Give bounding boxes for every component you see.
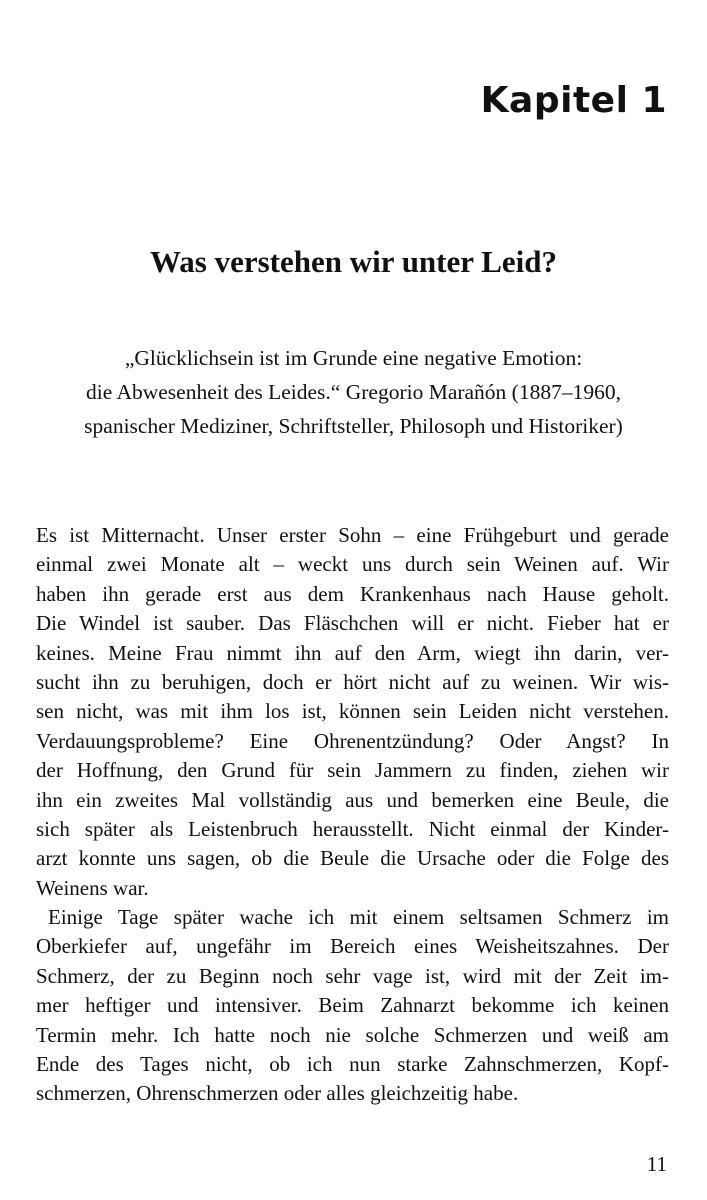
text-line: sucht ihn zu beruhigen, doch er hört nicht auf zu weinen. Wir wis- — [36, 669, 669, 694]
paragraph-2 — [36, 903, 669, 1109]
text-line: Die Windel ist sauber. Das Fläschchen will er nicht. Fieber hat er — [36, 611, 669, 636]
text-line: einmal zwei Monate alt – weckt uns durch sein Weinen auf. Wir — [36, 552, 669, 577]
text-line: Oberkiefer auf, ungefähr im Bereich eines Weisheitszahnes. Der — [36, 934, 669, 959]
text-line: keines. Meine Frau nimmt ihn auf den Arm, wiegt ihn darin, ver- — [36, 640, 669, 665]
text-line: mer heftiger und intensiver. Beim Zahnarzt bekomme ich keinen — [36, 993, 669, 1018]
page-number: 11 — [646, 1152, 667, 1176]
text-line: ihn ein zweites Mal vollständig aus und bemerken eine Beule, die — [36, 787, 669, 812]
text-line: sich später als Leistenbruch herausstellt. Nicht einmal der Kinder- — [36, 816, 669, 841]
text-line: Termin mehr. Ich hatte noch nie solche Schmerzen und weiß am — [36, 1022, 669, 1047]
epigraph-line: die Abwesenheit des Leides.“ Gregorio Marañón (1887–1960, — [86, 380, 621, 404]
epigraph — [0, 341, 707, 443]
text-line: arzt konnte uns sagen, ob die Beule die Ursache oder die Folge des — [36, 846, 669, 871]
body-text — [36, 521, 669, 1109]
text-line: sen nicht, was mit ihm los ist, können sein Leiden nicht verstehen. — [36, 699, 669, 724]
text-line: Verdauungsprobleme? Eine Ohrenentzündung? Oder Angst? In — [36, 728, 669, 753]
epigraph-line: spanischer Mediziner, Schriftsteller, Philosoph und Historiker) — [84, 414, 623, 438]
text-line: der Hoffnung, den Grund für sein Jammern zu finden, ziehen wir — [36, 758, 669, 783]
chapter-label: Kapitel 1 — [480, 80, 667, 121]
epigraph-line: „Glücklichsein ist im Grunde eine negative Emotion: — [124, 346, 583, 370]
text-line: Es ist Mitternacht. Unser erster Sohn – eine Frühgeburt und gerade — [36, 523, 669, 547]
text-line: Ende des Tages nicht, ob ich nun starke Zahnschmerzen, Kopf- — [36, 1052, 669, 1077]
text-line: haben ihn gerade erst aus dem Krankenhaus nach Hause geholt. — [36, 581, 669, 606]
text-line: Einige Tage später wache ich mit einem seltsamen Schmerz im — [48, 905, 669, 930]
text-line: Weinens war. — [36, 875, 149, 900]
chapter-title: Was verstehen wir unter Leid? — [149, 244, 557, 279]
text-line: schmerzen, Ohrenschmerzen oder alles gleichzeitig habe. — [36, 1081, 519, 1106]
text-line: Schmerz, der zu Beginn noch sehr vage ist, wird mit der Zeit im- — [36, 963, 669, 988]
paragraph-1 — [36, 521, 669, 903]
